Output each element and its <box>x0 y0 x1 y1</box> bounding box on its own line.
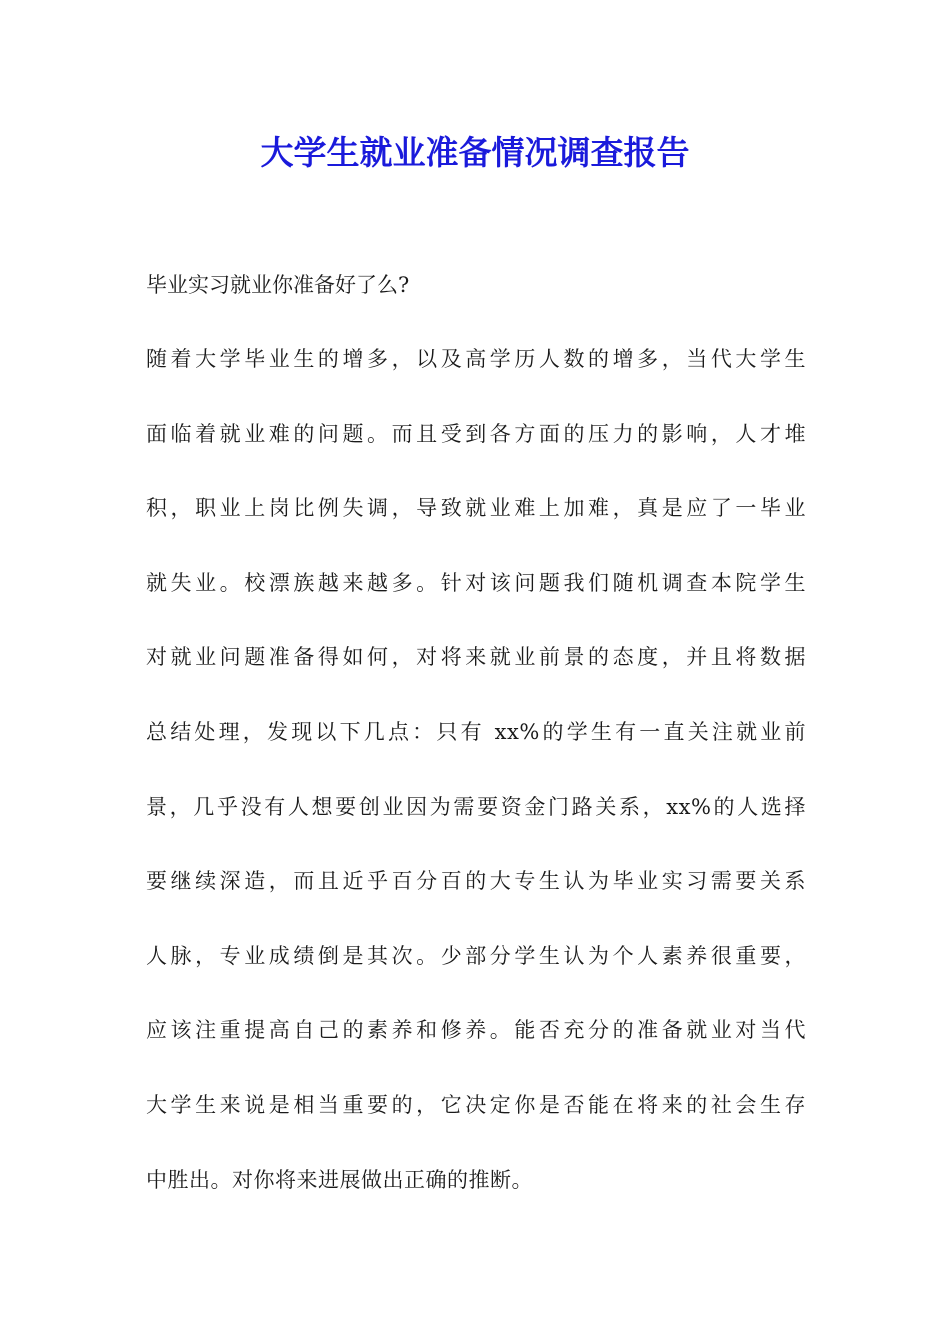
paragraph-line: 中胜出。对你将来进展做出正确的推断。 <box>146 1167 533 1192</box>
intro-question: 毕业实习就业你准备好了么? <box>146 273 410 297</box>
document-title: 大学生就业准备情况调查报告 <box>260 133 690 172</box>
paragraph-line: 对就业问题准备得如何，对将来就业前景的态度，并且将数据 <box>146 645 806 670</box>
paragraph-line: 大学生来说是相当重要的，它决定你是否能在将来的社会生存 <box>146 1092 806 1117</box>
paragraph-line: 积，职业上岗比例失调，导致就业难上加难，真是应了一毕业 <box>146 496 806 521</box>
paragraph-line: 随着大学毕业生的增多，以及高学历人数的增多，当代大学生 <box>146 347 806 371</box>
paragraph-line: 景，几乎没有人想要创业因为需要资金门路关系，xx%的人选择 <box>146 794 806 819</box>
paragraph-line: 要继续深造，而且近乎百分百的大专生认为毕业实习需要关系 <box>146 869 806 894</box>
paragraph-line: 人脉，专业成绩倒是其次。少部分学生认为个人素养很重要， <box>146 943 806 968</box>
paragraph-line: 应该注重提高自己的素养和修养。能否充分的准备就业对当代 <box>146 1018 806 1043</box>
paragraph-line: 就失业。校漂族越来越多。针对该问题我们随机调查本院学生 <box>146 570 806 595</box>
paragraph-line: 面临着就业难的问题。而且受到各方面的压力的影响，人才堆 <box>146 421 806 446</box>
body-paragraph <box>146 341 806 1236</box>
paragraph-line: 总结处理，发现以下几点：只有 xx%的学生有一直关注就业前 <box>146 719 806 744</box>
